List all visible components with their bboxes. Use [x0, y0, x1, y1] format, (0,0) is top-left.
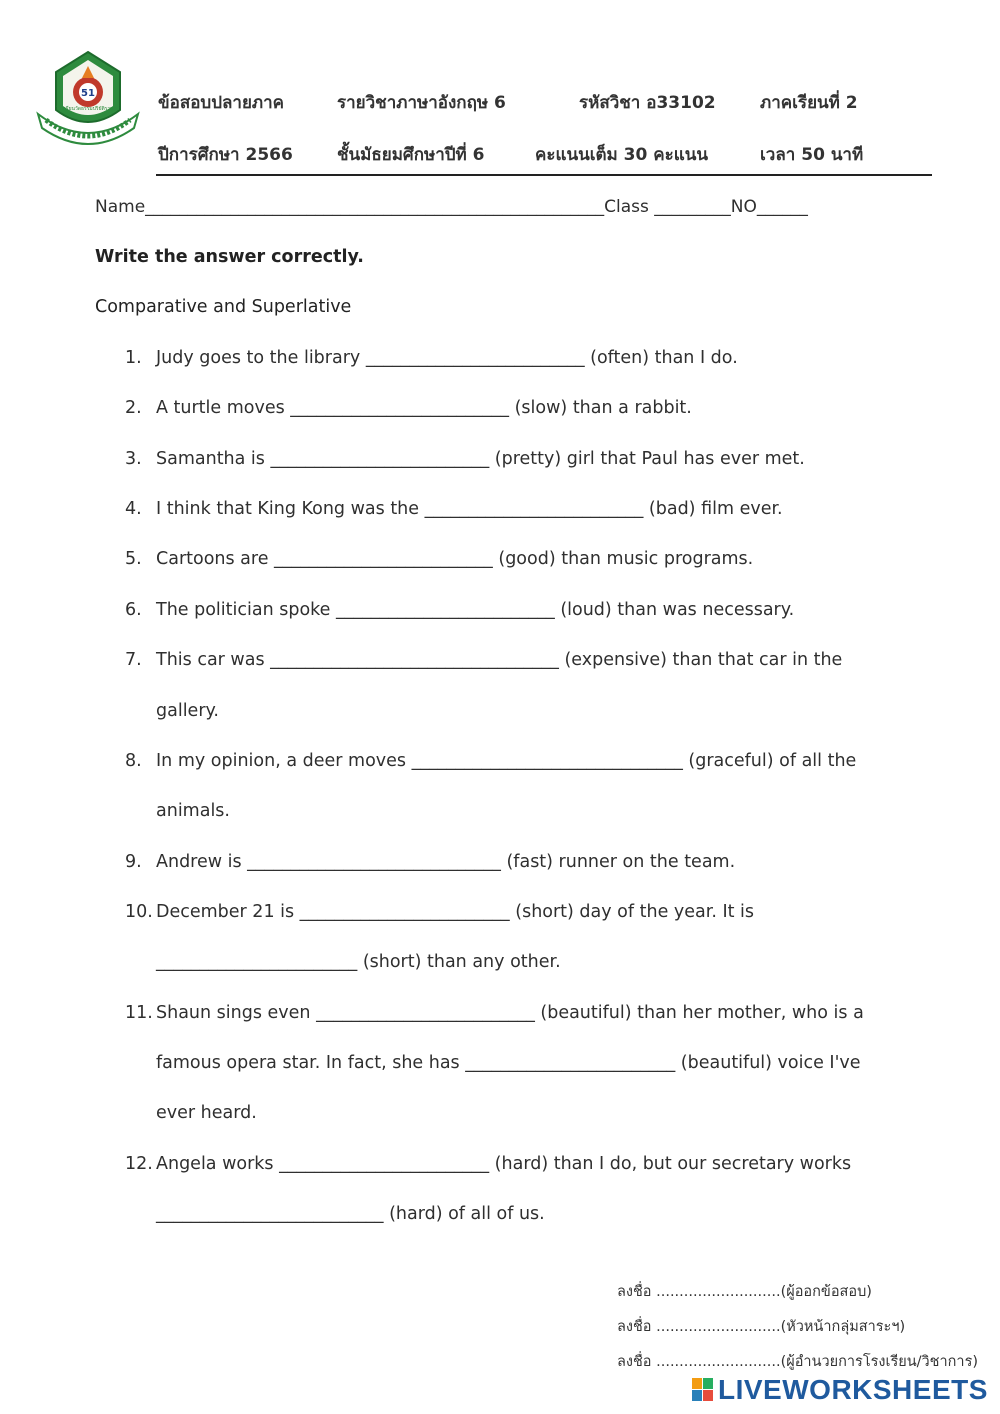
question-10-line-2[interactable]: _______________________ (short) than any other. — [156, 952, 561, 972]
question-6-line-1[interactable]: The politician spoke _________________________ (loud) than was necessary. — [156, 600, 795, 620]
question-11-line-1[interactable]: Shaun sings even _________________________ (beautiful) than her mother, who is a — [156, 1003, 864, 1023]
section-title: Comparative and Superlative — [95, 297, 352, 317]
question-number: 7. — [125, 650, 142, 670]
question-11-line-2[interactable]: famous opera star. In fact, she has ________________________ (beautiful) voice I've — [156, 1053, 861, 1073]
signature-department-head: ลงชื่อ ...........................(หัวหน้ากลุ่มสาระฯ) — [617, 1319, 906, 1335]
liveworksheets-brand[interactable] — [692, 1374, 992, 1408]
liveworksheets-wordmark: LIVEWORKSHEETS — [718, 1374, 988, 1405]
question-12-line-2[interactable]: __________________________ (hard) of all of us. — [156, 1204, 545, 1224]
question-number: 1. — [125, 348, 142, 368]
liveworksheets-logo-icon — [692, 1378, 714, 1402]
question-8-line-1[interactable]: In my opinion, a deer moves _______________________________ (graceful) of all the — [156, 751, 857, 771]
question-5-line-1[interactable]: Cartoons are _________________________ (good) than music programs. — [156, 549, 754, 569]
question-number: 9. — [125, 852, 142, 872]
header-time: เวลา 50 นาที — [760, 145, 864, 165]
school-logo — [34, 48, 142, 146]
question-number: 5. — [125, 549, 142, 569]
signature-exam-author: ลงชื่อ ...........................(ผู้ออกข้อสอบ) — [617, 1284, 872, 1300]
header-semester: ภาคเรียนที่ 2 — [760, 93, 858, 113]
question-number: 10. — [125, 902, 153, 922]
question-number: 8. — [125, 751, 142, 771]
question-number: 11. — [125, 1003, 153, 1023]
header-divider — [156, 174, 932, 176]
question-3-line-1[interactable]: Samantha is _________________________ (pretty) girl that Paul has ever met. — [156, 449, 805, 469]
instruction: Write the answer correctly. — [95, 247, 364, 267]
question-number: 4. — [125, 499, 142, 519]
question-12-line-1[interactable]: Angela works ________________________ (hard) than I do, but our secretary works — [156, 1154, 852, 1174]
question-8-line-2: animals. — [156, 801, 230, 821]
header-academic-year: ปีการศึกษา 2566 — [158, 145, 293, 165]
header-full-score: คะแนนเต็ม 30 คะแนน — [535, 145, 708, 165]
question-7-line-2: gallery. — [156, 701, 219, 721]
question-9-line-1[interactable]: Andrew is _____________________________ (fast) runner on the team. — [156, 852, 736, 872]
header-grade-level: ชั้นมัธยมศึกษาปีที่ 6 — [337, 145, 485, 165]
question-11-line-3: ever heard. — [156, 1103, 257, 1123]
question-10-line-1[interactable]: December 21 is ________________________ (short) day of the year. It is — [156, 902, 755, 922]
header-exam-type: ข้อสอบปลายภาค — [158, 93, 285, 113]
question-number: 6. — [125, 600, 142, 620]
question-2-line-1[interactable]: A turtle moves _________________________ (slow) than a rabbit. — [156, 398, 692, 418]
question-7-line-1[interactable]: This car was _________________________________ (expensive) than that car in the — [156, 650, 843, 670]
question-1-line-1[interactable]: Judy goes to the library _________________________ (often) than I do. — [156, 348, 738, 368]
student-info-line[interactable]: Name______________________________________________________Class _________NO______ — [95, 197, 808, 217]
question-number: 12. — [125, 1154, 153, 1174]
logo-badge-text: 51 — [81, 88, 95, 99]
question-number: 3. — [125, 449, 142, 469]
question-4-line-1[interactable]: I think that King Kong was the _________________________ (bad) film ever. — [156, 499, 783, 519]
signature-director: ลงชื่อ ...........................(ผู้อำนวยการโรงเรียน/วิชาการ) — [617, 1354, 979, 1370]
header-course-code: รหัสวิชา อ33102 — [579, 93, 716, 113]
logo-ribbon-text: โรงเรียนวัดธรรมปริยัติราษฎร์ — [56, 106, 120, 112]
question-number: 2. — [125, 398, 142, 418]
header-subject: รายวิชาภาษาอังกฤษ 6 — [337, 93, 506, 113]
